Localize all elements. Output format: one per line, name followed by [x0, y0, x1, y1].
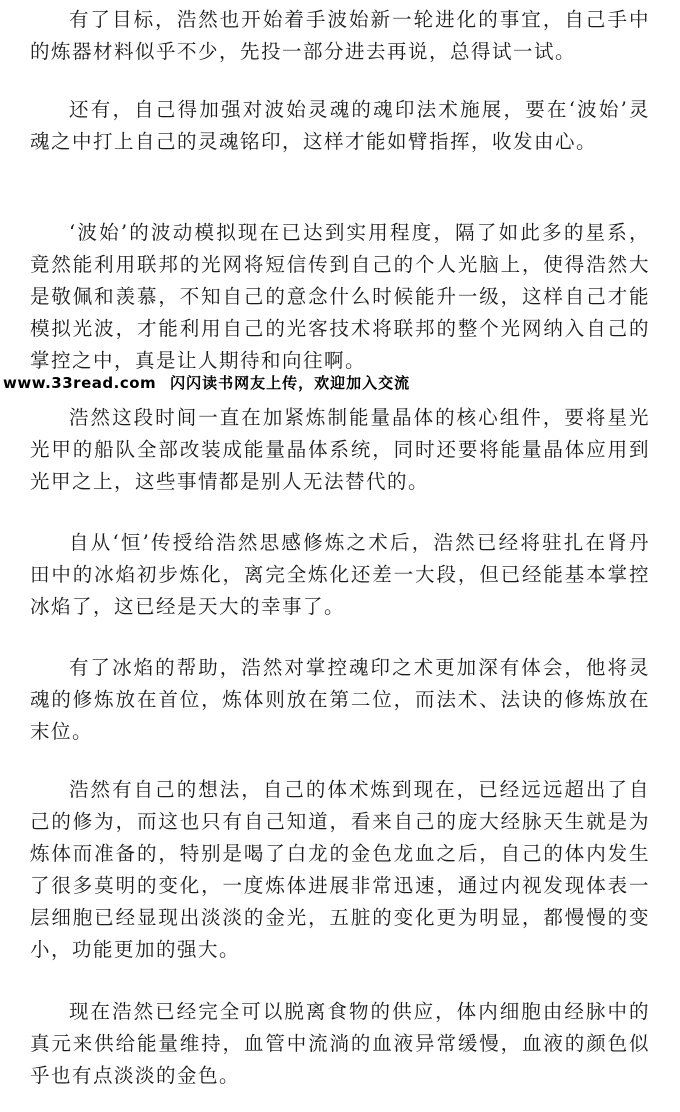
paragraph-1: 有了目标，浩然也开始着手波始新一轮进化的事宜，自己手中的炼器材料似乎不少，先投一部分进去再说，总得试一试。: [30, 8, 650, 63]
paragraph-6: 有了冰焰的帮助，浩然对掌控魂印之术更加深有体会，他将灵魂的修炼放在首位，炼体则放在第二位，而法术、法诀的修炼放在末位。: [30, 656, 650, 743]
paragraph-3: ‘波始’的波动模拟现在已达到实用程度，隔了如此多的星系，竟然能利用联邦的光网将短信传到自己的个人光脑上，使得浩然大是敬佩和羡慕，不知自己的意念什么时候能升一级，这样自己才能模拟光波，才能利用自己的光客技术将联邦的整个光网纳入自己的掌控之中，真是让人期待和向往啊。: [30, 221, 650, 372]
paragraph-5: 自从‘恒’传授给浩然思感修炼之术后，浩然已经将驻扎在肾丹田中的冰焰初步炼化，离完全炼化还差一大段，但已经能基本掌控冰焰了，这已经是天大的幸事了。: [30, 531, 650, 618]
paragraph-4: 浩然这段时间一直在加紧炼制能量晶体的核心组件，要将星光光甲的船队全部改装成能量晶体系统，同时还要将能量晶体应用到光甲之上，这些事情都是别人无法替代的。: [30, 406, 650, 493]
paragraph-8: 现在浩然已经完全可以脱离食物的供应，体内细胞由经脉中的真元来供给能量维持，血管中流淌的血液异常缓慢，血液的颜色似乎也有点淡淡的金色。: [30, 1000, 650, 1087]
banner-url[interactable]: www.33read.com: [3, 374, 157, 392]
source-banner: [3, 371, 663, 395]
paragraph-7: 浩然有自己的想法，自己的体术炼到现在，已经远远超出了自己的修为，而这也只有自己知道，看来自己的庞大经脉天生就是为炼体而准备的，特别是喝了白龙的金色龙血之后，自己的体内发生了很多莫明的变化，一度炼体进展非常迅速，通过内视发现体表一层细胞已经显现出淡淡的金光，五脏的变化更为明显，都慢慢的变小，功能更加的强大。: [30, 778, 650, 961]
banner-message: 闪闪读书网友上传，欢迎加入交流: [170, 374, 411, 392]
paragraph-2: 还有，自己得加强对波始灵魂的魂印法术施展，要在‘波始’灵魂之中打上自己的灵魂铭印，这样才能如臂指挥，收发由心。: [30, 98, 650, 153]
